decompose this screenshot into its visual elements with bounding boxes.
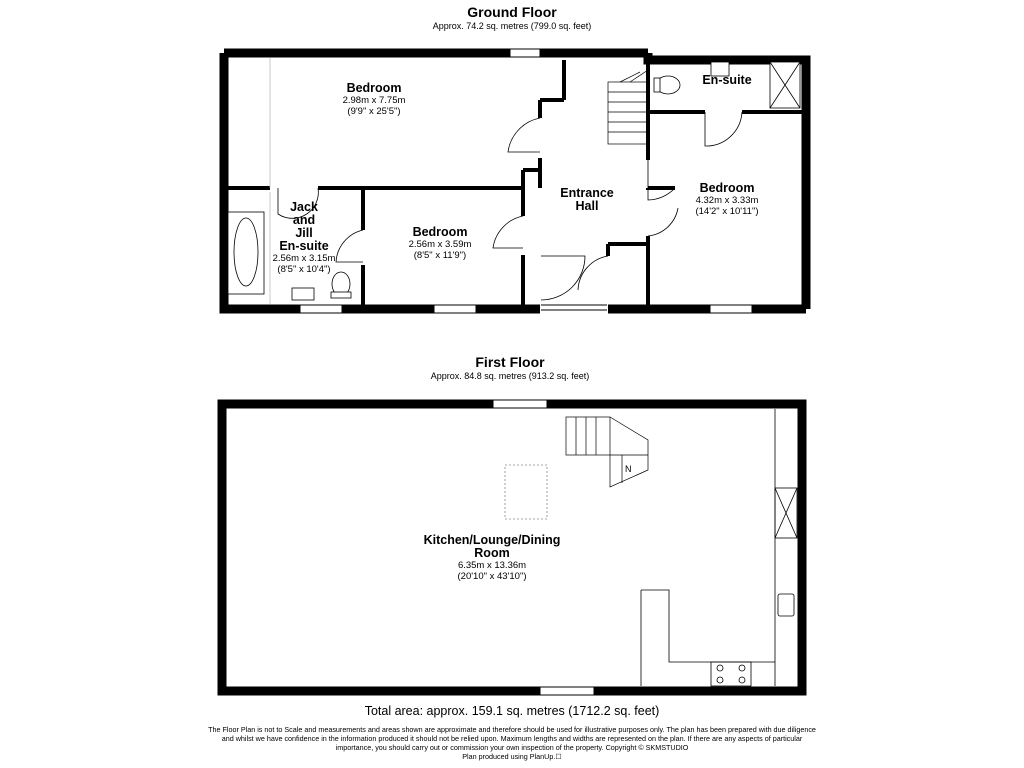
disclaimer-line: Plan produced using PlanUp.☐ [462, 752, 562, 761]
disclaimer-line: and whilst we have confidence in the information produced it should not be relied upon. Maximum lengths and widths are represented on the plan. If there are any aspects of particular [221, 734, 803, 743]
room-dims-imperial: (8'5" x 10'4") [277, 264, 331, 275]
ground-stairs [608, 70, 648, 144]
room-dims-metric: 2.98m x 7.75m [342, 95, 406, 106]
stairs-direction-label: N [625, 464, 632, 474]
room-dims-metric: 4.32m x 3.33m [695, 195, 759, 206]
ground-floor-title: Ground Floor [467, 4, 557, 20]
room-dims-imperial: (14'2" x 10'11") [695, 206, 759, 217]
room-dims-metric: 6.35m x 13.36m [457, 560, 527, 571]
room-jack-and-jill [264, 201, 344, 275]
skylight [505, 465, 547, 519]
room-name: Jack and Jill En-suite [279, 200, 329, 253]
room-en-suite [682, 74, 772, 87]
room-bedroom-3 [667, 182, 787, 217]
room-name: En-suite [702, 73, 752, 87]
room-dims-imperial: (20'10" x 43'10") [457, 571, 527, 582]
disclaimer-line: importance, you should carry out or commission your own inspection of the property. Copyright © SKMSTUDIO [335, 743, 689, 752]
first-floor-area: Approx. 84.8 sq. metres (913.2 sq. feet) [430, 371, 590, 381]
room-name: Kitchen/Lounge/Dining Room [423, 533, 561, 560]
room-name: Bedroom [699, 181, 755, 195]
kitchen-counters [641, 409, 797, 686]
room-dims-imperial: (9'9" x 25'5") [347, 106, 401, 117]
total-area: Total area: approx. 159.1 sq. metres (1712.2 sq. feet) [364, 704, 660, 718]
room-dims-metric: 2.56m x 3.59m [408, 239, 472, 250]
room-dims-metric: 2.56m x 3.15m [272, 253, 336, 264]
first-floor-title: First Floor [475, 354, 545, 370]
room-name: Entrance Hall [560, 186, 614, 213]
room-name: Bedroom [346, 81, 402, 95]
ground-floor-area: Approx. 74.2 sq. metres (799.0 sq. feet) [432, 21, 592, 31]
disclaimer-line: The Floor Plan is not to Scale and measurements and areas shown are approximate and therefore should be used for illustrative purposes only. The plan has been prepared with due diligence [208, 725, 816, 734]
room-bedroom-1 [314, 82, 434, 117]
room-entrance-hall [547, 187, 627, 213]
room-kitchen-lounge-dining [392, 534, 592, 582]
disclaimer [112, 725, 912, 761]
room-name: Bedroom [412, 225, 468, 239]
first-stairs [566, 417, 648, 487]
room-bedroom-2 [380, 226, 500, 261]
room-dims-imperial: (8'5" x 11'9") [413, 250, 467, 261]
